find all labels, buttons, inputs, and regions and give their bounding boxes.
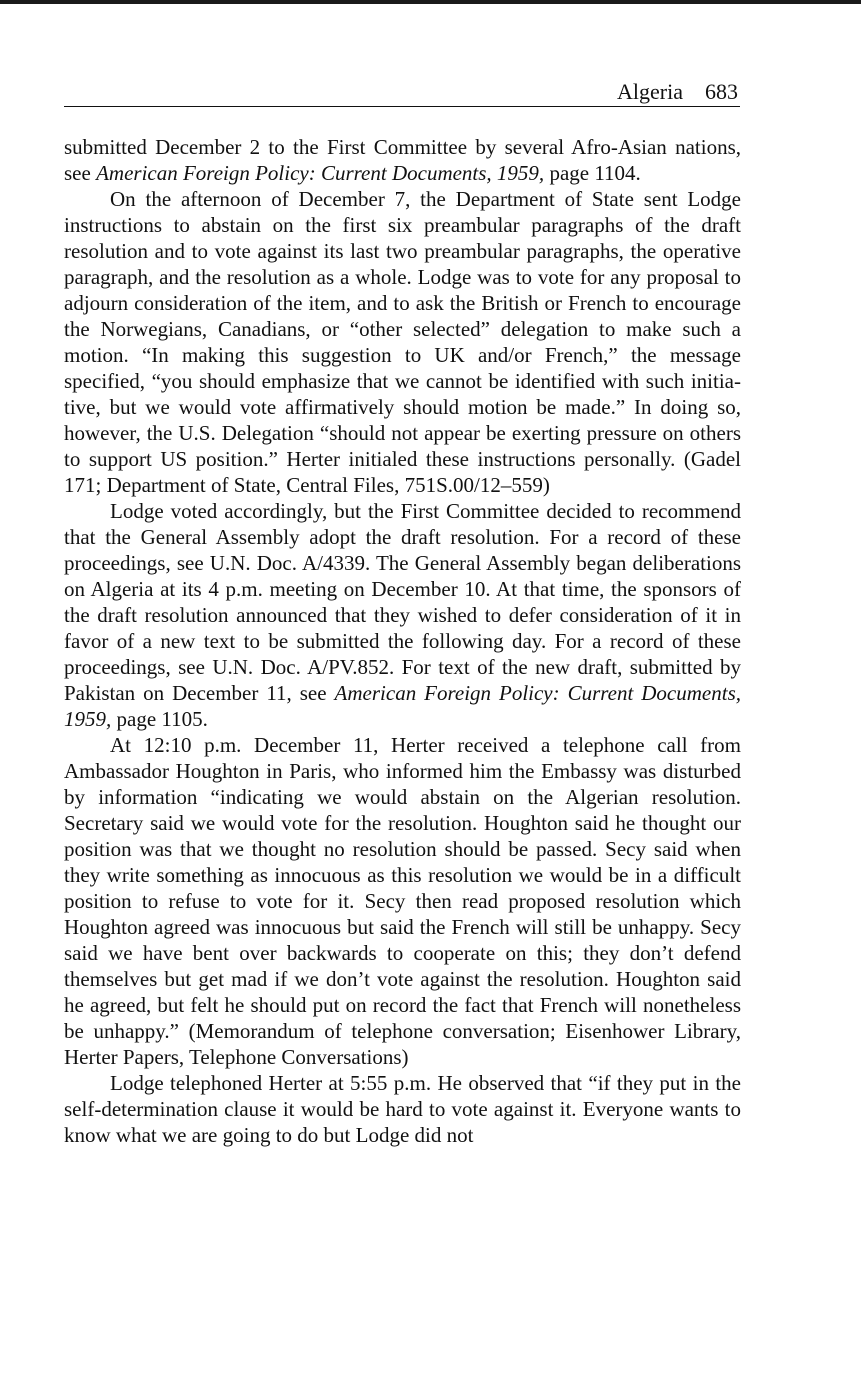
paragraph-2 [64, 186, 741, 498]
running-header-text [617, 80, 738, 104]
paragraph-5 [64, 1070, 741, 1148]
paragraph-4-text: At 12:10 p.m. December 11, Herter received a telephone call from Ambassador Houghton in Paris, who informed him the Embassy was disturbed by information “indicating we would abstain on the Algerian resolution. Secretary said we would vote for the resolution. Houghton said he thought our position was that we thought no resolution should be passed. Secy said when they write something as innocuous as this resolution we would be in a difficult position to refuse to vote for it. Secy then read proposed resolution which Houghton agreed was innocuous but said the French will still be unhappy. Secy said we have bent over backwards to cooperate on this; they don’t defend themselves but get mad if we don’t vote against the resolution. Houghton said he agreed, but felt he should put on record the fact that French will nonetheless be unhappy.” (Memorandum of telephone conversation; Eisenhower Library, Herter Papers, Telephone Conversations) [64, 733, 741, 1069]
paragraph-2-text: On the afternoon of December 7, the Department of State sent Lodge instructions to abstain on the first six preambular paragraphs of the draft resolution and to vote against its last two preambular paragraphs, the operative paragraph, and the resolution as a whole. Lodge was to vote for any proposal to adjourn consideration of the item, and to ask the British or French to encourage the Norwegians, Canadians, or “other selected” delegation to make such a motion. “In making this suggestion to UK and/or French,” the message specified, “you should emphasize that we cannot be identified with such initiative, but we would vote affirmatively should motion be made.” In doing so, however, the U.S. Delegation “should not appear be exerting pressure on others to support US position.” Herter initialed these instructions personally. (Gadel 171; Department of State, Central Files, 751S.00/12–559) [64, 187, 741, 497]
paragraph-5-text: Lodge telephoned Herter at 5:55 p.m. He observed that “if they put in the self-determination clause it would be hard to vote against it. Everyone wants to know what we are going to do but Lodge did not [64, 1071, 741, 1147]
paragraph-1-citation-title: American Foreign Policy: Current Documents, 1959, [96, 161, 545, 185]
paragraph-1 [64, 134, 741, 186]
paragraph-3-text-1: Lodge voted accordingly, but the First Committee decided to recommend that the General Assembly adopt the draft resolution. For a record of these proceedings, see U.N. Doc. A/4339. The General Assembly began deliberations on Algeria at its 4 p.m. meeting on December 10. At that time, the sponsors of the draft resolution announced that they wished to defer consideration of it in favor of a new text to be submitted the following day. For a record of these proceedings, see U.N. Doc. A/PV.852. For text of the new draft, submitted by Pakistan on December 11, see [64, 499, 741, 705]
paragraph-1-text-1: submitted December 2 to the First Committee by several Afro-Asian nations, see [64, 135, 741, 185]
running-header [64, 76, 740, 107]
paragraph-3-text-2: page 1105. [111, 707, 208, 731]
body-text [64, 134, 741, 1148]
paragraph-3-citation-title: American Foreign Policy: Current Documents, 1959, [64, 681, 742, 731]
page-number: 683 [705, 79, 738, 104]
paragraph-3 [64, 498, 741, 732]
paragraph-4 [64, 732, 741, 1070]
paragraph-1-text-2: page 1104. [544, 161, 641, 185]
running-header-section: Algeria [617, 79, 683, 104]
page-top-edge [0, 0, 861, 4]
